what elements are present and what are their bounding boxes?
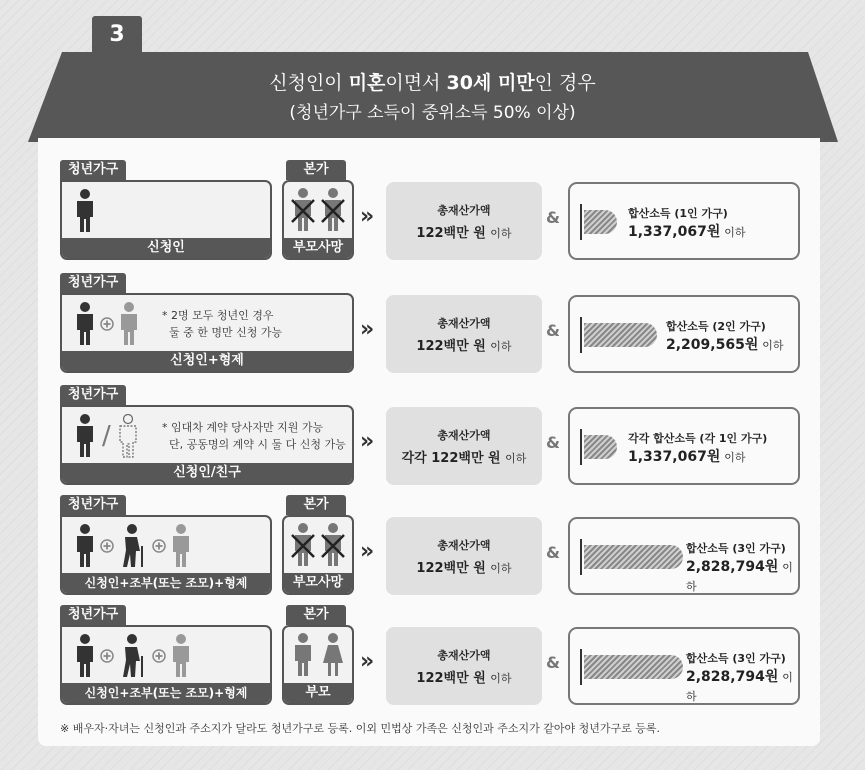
plus-icon [100,539,114,553]
household-label: 신청인+조부(또는 조모)+형제 [62,573,270,593]
asset-label: 총재산가액 [437,539,491,552]
income-box [568,182,800,260]
sibling-icon [170,634,192,678]
income-box [568,407,800,485]
income-amount: 2,209,565원 [666,337,759,353]
grandparent-icon [118,524,148,568]
plus-icon [152,649,166,663]
asset-amount: 122백만 원 [416,671,486,686]
father-icon [290,633,316,677]
income-suffix: 이하 [724,451,746,464]
household-label: 신청인+형제 [62,351,352,371]
applicant-icon [74,302,96,346]
friend-icon [117,414,139,458]
case-row-2 [60,273,800,368]
household-box [60,625,272,705]
household-label: 신청인 [62,238,270,258]
deceased-father-icon [290,188,316,232]
income-suffix: 이하 [686,671,793,703]
parent-box [282,515,354,595]
page-subtitle: (청년가구 소득이 중위소득 50% 이상) [289,103,576,123]
household-box [60,515,272,595]
asset-amount: 각각 122백만 원 [401,451,501,466]
applicant-icon [74,524,96,568]
page-title: 신청인이 미혼이면서 30세 미만인 경우 [269,72,596,94]
income-box [568,517,800,595]
household-box [60,293,354,373]
slash-icon: / [102,421,111,451]
parent-box [282,180,354,260]
parent-tag: 본가 [286,605,346,625]
plus-icon [100,649,114,663]
applicant-icon [74,634,96,678]
income-bar [580,204,632,240]
ampersand-icon: & [546,208,560,227]
parent-box [282,625,354,705]
income-label: 합산소득 (1인 가구) [628,207,728,220]
household-tag: 청년가구 [60,495,126,515]
income-label: 합산소득 (2인 가구) [666,320,766,333]
sibling-icon [118,302,140,346]
section-number: 3 [92,16,142,52]
asset-suffix: 이하 [490,340,512,353]
household-tag: 청년가구 [60,160,126,180]
applicant-icon [74,414,96,458]
arrow-icon: » [360,317,369,342]
asset-box [386,517,542,595]
footer-note: ※ 배우자·자녀는 신청인과 주소지가 달라도 청년가구로 등록. 이외 민법상 가족은 신청인과 주소지가 같아야 청년가구로 등록. [60,722,660,735]
ampersand-icon: & [546,653,560,672]
arrow-icon: » [360,429,369,454]
parent-tag: 본가 [286,495,346,515]
income-suffix: 이하 [762,339,784,352]
income-bar [580,649,688,685]
plus-icon [100,317,114,331]
parent-label: 부모사망 [284,573,352,593]
income-bar-fill [584,210,617,234]
mother-icon [320,633,346,677]
asset-amount: 122백만 원 [416,226,486,241]
deceased-mother-icon [320,523,346,567]
case-row-1 [60,160,800,255]
sibling-icon [170,524,192,568]
income-bar-fill [584,655,683,679]
income-box [568,627,800,705]
income-label: 각각 합산소득 (각 1인 가구) [628,432,768,445]
income-bar [580,317,666,353]
note-text: * 2명 모두 청년인 경우 둘 중 한 명만 신청 가능 [162,309,283,339]
case-row-3 [60,385,800,480]
household-label: 신청인+조부(또는 조모)+형제 [62,683,270,703]
asset-amount: 122백만 원 [416,339,486,354]
ampersand-icon: & [546,543,560,562]
income-box [568,295,800,373]
income-bar-fill [584,545,683,569]
parent-label: 부모사망 [284,238,352,258]
parent-tag: 본가 [286,160,346,180]
income-bar [580,429,628,465]
income-amount: 2,828,794원 [686,669,779,685]
income-amount: 1,337,067원 [628,449,721,465]
household-tag: 청년가구 [60,605,126,625]
income-bar-fill [584,435,617,459]
income-suffix: 이하 [724,226,746,239]
asset-label: 총재산가액 [437,429,491,442]
asset-label: 총재산가액 [437,649,491,662]
arrow-icon: » [360,649,369,674]
asset-label: 총재산가액 [437,204,491,217]
income-amount: 2,828,794원 [686,559,779,575]
arrow-icon: » [360,539,369,564]
asset-suffix: 이하 [490,227,512,240]
ampersand-icon: & [546,321,560,340]
household-box [60,405,354,485]
asset-box [386,627,542,705]
household-tag: 청년가구 [60,385,126,405]
asset-box [386,407,542,485]
income-suffix: 이하 [686,561,793,593]
income-label: 합산소득 (3인 가구) [686,652,786,665]
deceased-mother-icon [320,188,346,232]
case-row-4 [60,495,800,593]
parent-label: 부모 [284,683,352,703]
grandparent-icon [118,634,148,678]
asset-box [386,295,542,373]
income-amount: 1,337,067원 [628,224,721,240]
household-label: 신청인/친구 [62,463,352,483]
asset-amount: 122백만 원 [416,561,486,576]
asset-suffix: 이하 [505,452,527,465]
ampersand-icon: & [546,433,560,452]
income-label: 합산소득 (3인 가구) [686,542,786,555]
case-row-5 [60,605,800,703]
asset-suffix: 이하 [490,562,512,575]
deceased-father-icon [290,523,316,567]
arrow-icon: » [360,204,369,229]
income-bar [580,539,688,575]
household-tag: 청년가구 [60,273,126,293]
asset-suffix: 이하 [490,672,512,685]
applicant-icon [74,189,96,233]
income-bar-fill [584,323,657,347]
asset-label: 총재산가액 [437,317,491,330]
household-box [60,180,272,260]
asset-box [386,182,542,260]
plus-icon [152,539,166,553]
note-text: * 임대차 계약 당사자만 지원 가능 단, 공동명의 계약 시 둘 다 신청 가능 [162,421,346,451]
